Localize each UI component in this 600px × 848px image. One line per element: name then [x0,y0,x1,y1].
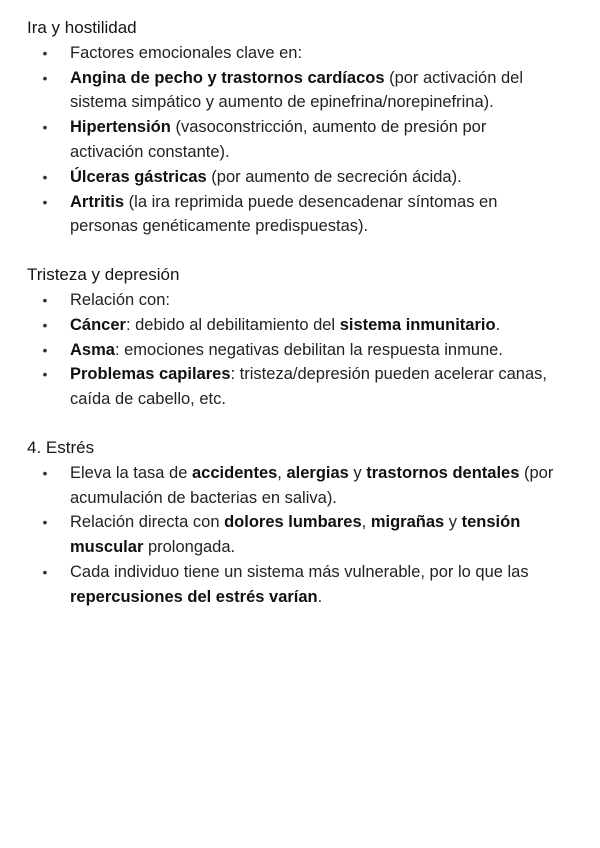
emphasized-text: trastornos dentales [366,463,520,482]
bullet-icon: • [42,341,48,358]
body-text: , [277,463,287,482]
body-text: Factores emocionales clave en: [70,43,303,62]
emphasized-text: Artritis [70,192,125,211]
bullet-icon: • [42,514,48,531]
list-item [27,560,560,610]
body-text: : tristeza/depresión pueden acelerar canas, caída de cabello, etc. [70,365,547,409]
body-text: . [495,315,501,334]
emphasized-text: Úlceras gástricas [70,167,207,186]
emphasized-text: dolores lumbares [224,513,362,532]
list-item [27,115,560,165]
section-4-estres [27,436,560,610]
body-text: y [444,513,462,532]
emphasized-text: Problemas capilares [70,365,231,384]
list-item [27,338,560,363]
body-text: Cada individuo tiene un sistema más vulnerable, por lo que las [70,562,529,581]
section-ira-y-hostilidad [27,16,560,239]
list-item [27,313,560,338]
body-text: Eleva la tasa de [70,463,192,482]
list-item [27,66,560,116]
section-heading: Ira y hostilidad [27,18,137,37]
emphasized-text: sistema inmunitario [339,315,496,334]
body-text: (vasoconstricción, aumento de presión por activación constante). [70,118,487,161]
emphasized-text: Asma [70,340,115,359]
bullet-icon: • [42,464,48,481]
bullet-icon: • [42,291,48,308]
emphasized-text: migrañas [370,513,445,532]
list-item [27,510,560,560]
emphasized-text: accidentes [192,463,278,482]
bullet-icon: • [42,168,48,185]
bullet-list [27,41,560,239]
bullet-icon: • [42,119,48,136]
body-text: : debido al debilitamiento del [125,315,340,334]
bullet-icon: • [42,563,48,580]
body-text: (por activación del sistema simpático y aumento de epinefrina/norepinefrina). [70,68,523,112]
bullet-list [27,461,560,610]
emphasized-text: Hipertensión [70,118,171,137]
section-tristeza-y-depresion [27,263,560,412]
emphasized-text: tensión muscular [70,513,521,557]
list-item [27,288,560,313]
emphasized-text: alergias [286,463,349,482]
section-heading: 4. Estrés [27,437,95,457]
bullet-icon: • [42,69,48,86]
body-text: : emociones negativas debilitan la respuesta inmune. [114,340,503,359]
bullet-list [27,288,560,412]
list-item [27,190,560,240]
body-text: prolongada. [143,538,236,557]
section-heading: Tristeza y depresión [27,265,180,285]
bullet-icon: • [42,193,48,210]
list-item [27,41,560,66]
body-text: y [348,463,367,482]
body-text: Relación directa con [70,513,225,532]
emphasized-text: repercusiones del estrés varían [70,587,318,606]
emphasized-text: Angina de pecho y trastornos cardíacos [70,68,385,87]
list-item [27,165,560,190]
list-item [27,362,560,412]
emphasized-text: Cáncer [70,315,126,334]
body-text: (la ira reprimida puede desencadenar síntomas en personas genéticamente predispuestas). [70,192,498,236]
body-text: . [317,587,323,606]
body-text: (por acumulación de bacterias en saliva). [70,463,554,507]
bullet-icon: • [42,366,48,383]
body-text: (por aumento de secreción ácida). [206,167,462,186]
body-text: , [361,513,371,532]
bullet-icon: • [42,316,48,333]
body-text: Relación con: [70,290,170,309]
list-item [27,461,560,511]
bullet-icon: • [42,44,48,61]
